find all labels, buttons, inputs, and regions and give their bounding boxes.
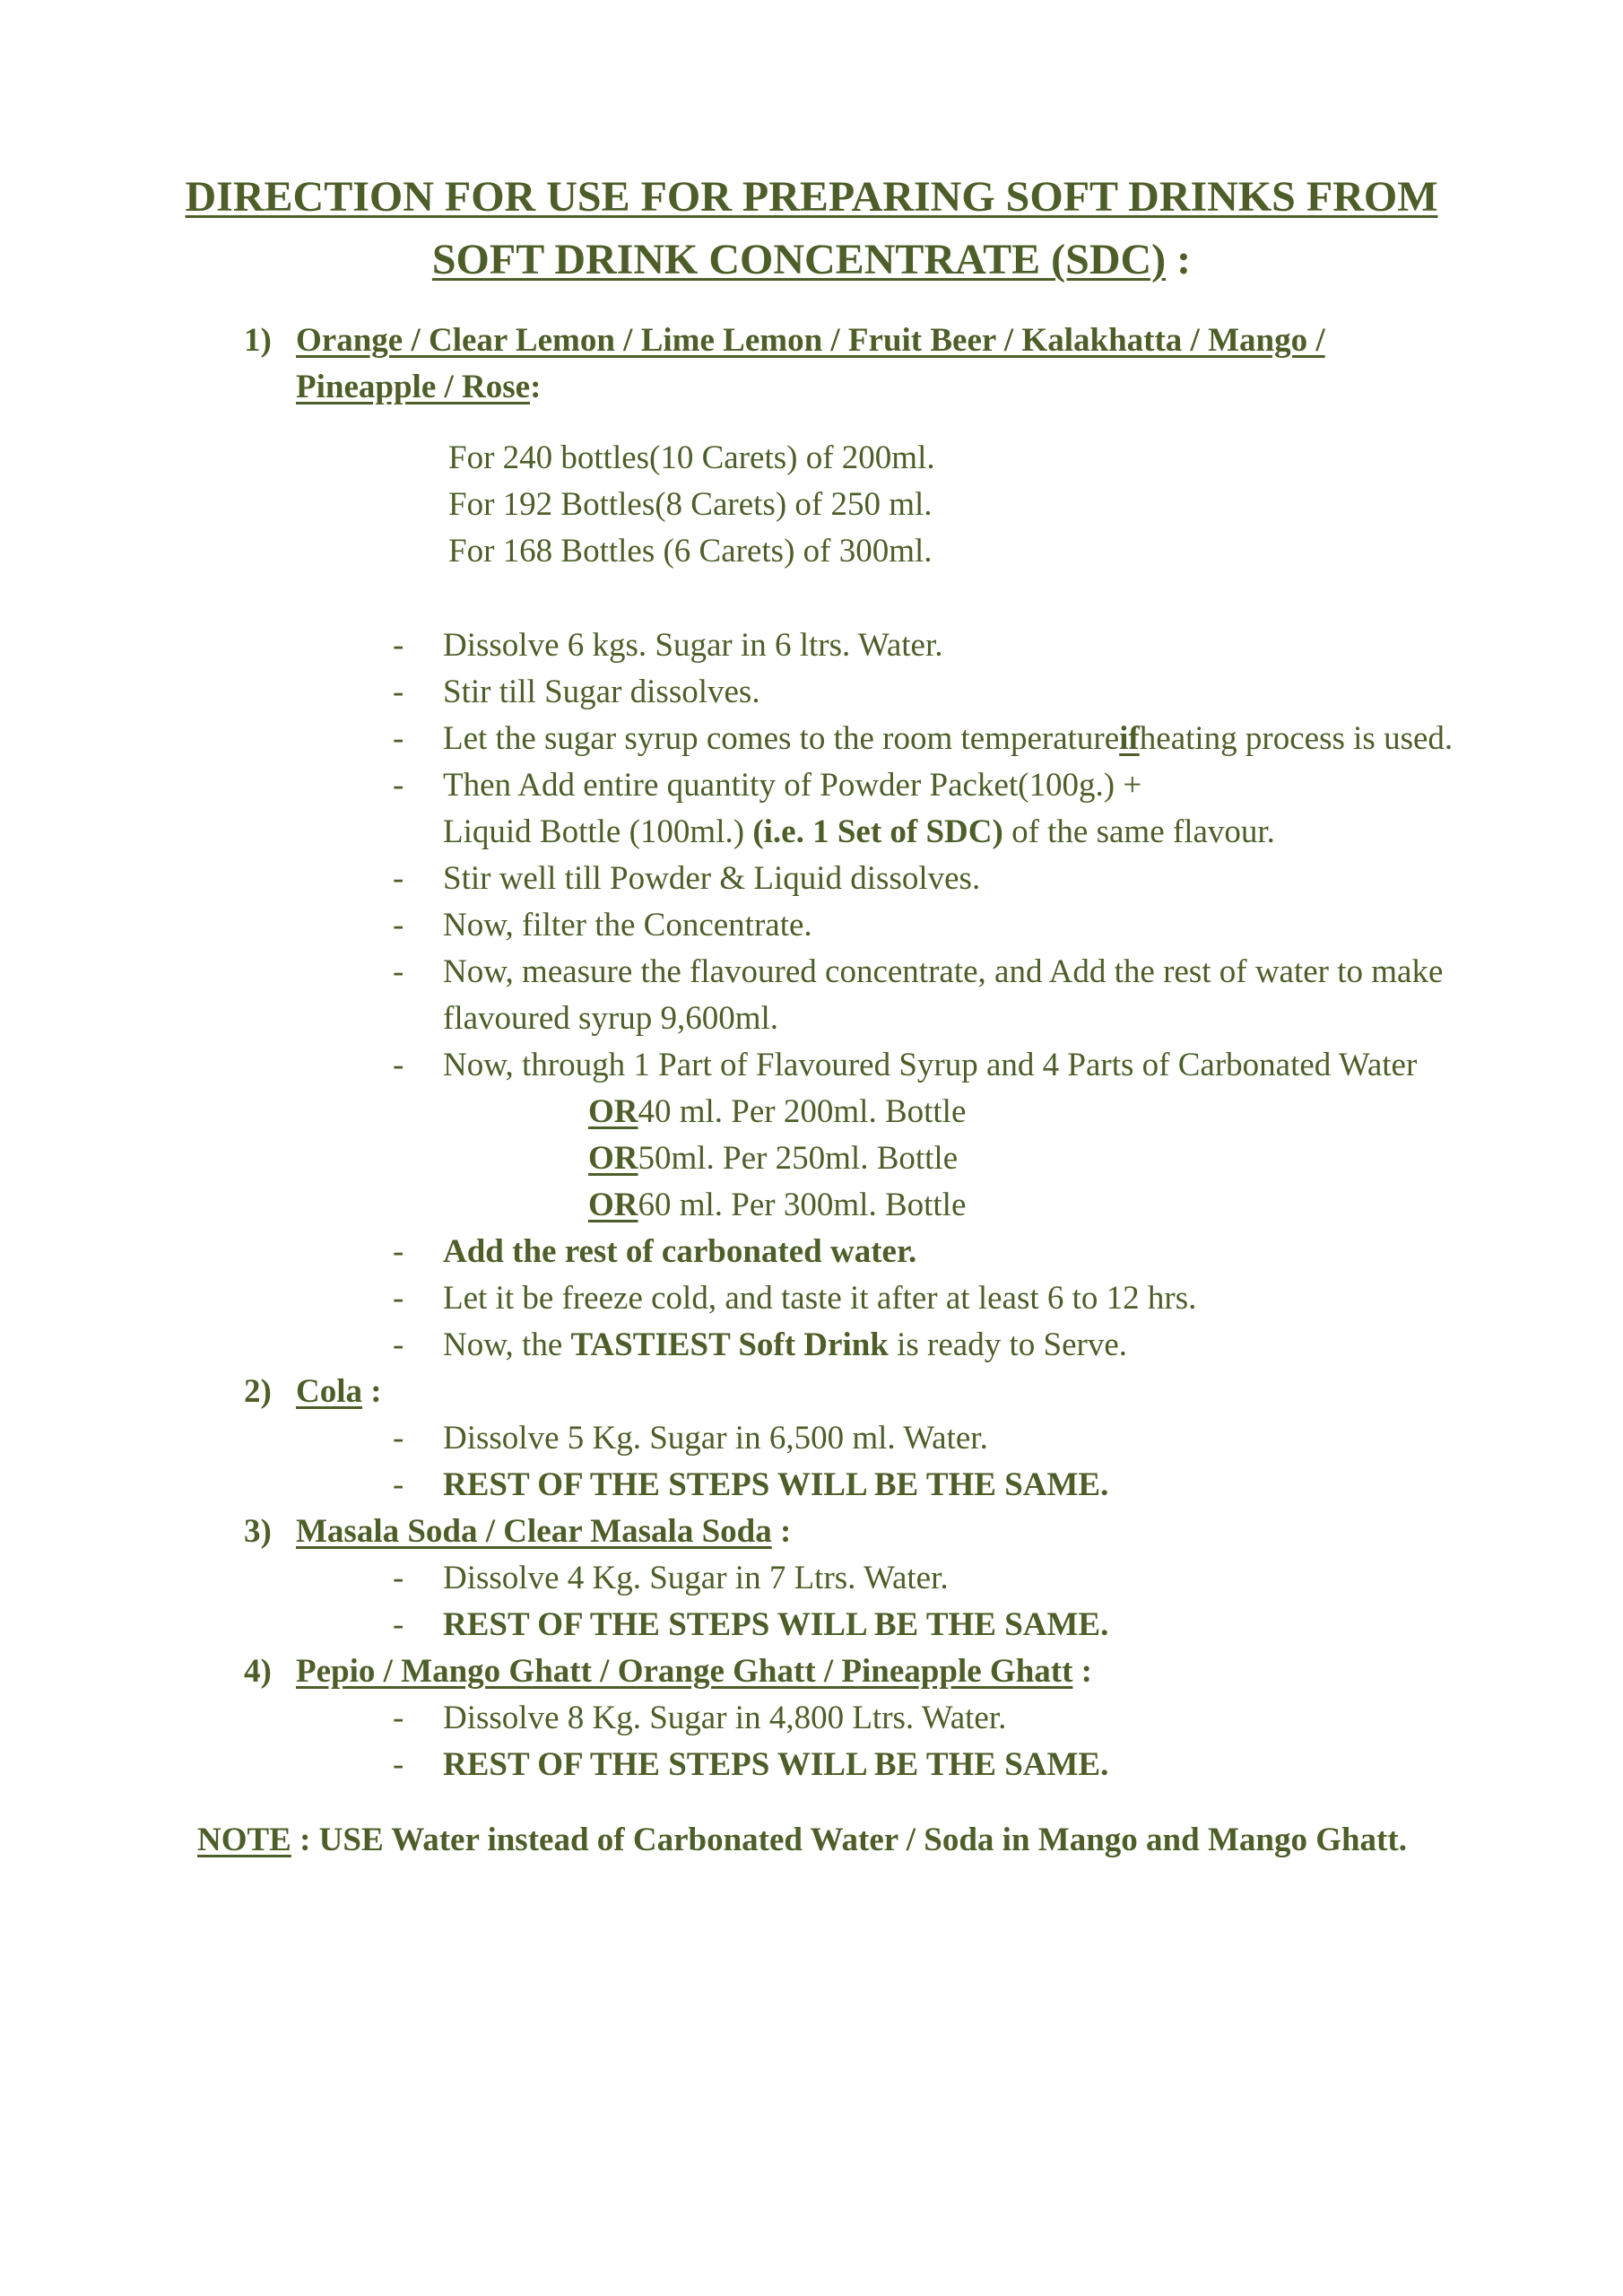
batch-line-2: For 192 Bottles(8 Carets) of 250 ml.: [448, 486, 933, 523]
section2-step2: REST OF THE STEPS WILL BE THE SAME.: [443, 1466, 1109, 1503]
bullet-dash: -: [393, 767, 404, 804]
section4-step1: Dissolve 8 Kg. Sugar in 4,800 Ltrs. Water.: [443, 1700, 1007, 1736]
section4-heading-text: Pepio / Mango Ghatt / Orange Ghatt / Pineapple Ghatt: [296, 1653, 1073, 1690]
step-add-liquid: [443, 809, 1275, 856]
section1-number: 1): [244, 322, 272, 359]
or-option-3: [588, 1182, 966, 1229]
bullet-dash: -: [393, 907, 404, 944]
or-option-1: [588, 1089, 966, 1135]
step-add-liquid-post: of the same flavour.: [1002, 813, 1275, 850]
section3-step2: REST OF THE STEPS WILL BE THE SAME.: [443, 1606, 1109, 1643]
step-add-carbonated: Add the rest of carbonated water.: [443, 1233, 917, 1270]
or-label: OR: [588, 1187, 638, 1223]
section1-heading-line1: [296, 317, 1325, 364]
note: [197, 1817, 1407, 1864]
step-ratio: Now, through 1 Part of Flavoured Syrup and 4 Parts of Carbonated Water: [443, 1047, 1418, 1083]
step-serve-post: is ready to Serve.: [888, 1326, 1127, 1363]
bullet-dash: -: [393, 1233, 404, 1270]
document-title-line2: [0, 229, 1623, 291]
section3-step1: Dissolve 4 Kg. Sugar in 7 Ltrs. Water.: [443, 1560, 949, 1596]
section4-number: 4): [244, 1653, 272, 1690]
step-measure-line1: Now, measure the flavoured concentrate, and Add the rest of water to make: [443, 953, 1444, 990]
or-label: OR: [588, 1140, 638, 1177]
bullet-dash: -: [393, 1606, 404, 1643]
section1-heading-line2-text: Pineapple / Rose: [296, 369, 531, 405]
bullet-dash: -: [393, 1326, 404, 1363]
section4-colon: :: [1072, 1653, 1092, 1690]
step-serve-pre: Now, the: [443, 1326, 571, 1363]
bullet-dash: -: [393, 1746, 404, 1783]
step-measure-line2: flavoured syrup 9,600ml.: [443, 1000, 779, 1037]
title-line2-suffix: :: [1166, 236, 1192, 283]
section2-heading: [296, 1369, 382, 1415]
step-stir-powder: Stir well till Powder & Liquid dissolves.: [443, 860, 981, 897]
title-line1-text: DIRECTION FOR USE FOR PREPARING SOFT DRINKS FROM: [185, 173, 1438, 221]
bullet-dash: -: [393, 1420, 404, 1457]
step-freeze: Let it be freeze cold, and taste it after at least 6 to 12 hrs.: [443, 1280, 1197, 1317]
note-label: NOTE: [197, 1822, 291, 1858]
section3-heading: [296, 1509, 791, 1555]
bullet-dash: -: [393, 860, 404, 897]
note-text: : USE Water instead of Carbonated Water / Soda in Mango and Mango Ghatt.: [291, 1822, 1407, 1858]
step-serve-bold: TASTIEST Soft Drink: [570, 1326, 889, 1363]
step-room-temperature-pre: Let the sugar syrup comes to the room temperature: [443, 720, 1120, 757]
bullet-dash: -: [393, 720, 404, 757]
section2-number: 2): [244, 1373, 272, 1410]
section2-heading-text: Cola: [296, 1373, 362, 1410]
step-add-powder: Then Add entire quantity of Powder Packet(100g.) +: [443, 767, 1142, 804]
document-title-line1: [0, 166, 1623, 229]
or-option-3-text: 60 ml. Per 300ml. Bottle: [638, 1187, 967, 1223]
step-add-liquid-bold: (i.e. 1 Set of SDC): [752, 813, 1003, 850]
or-option-2: [588, 1135, 958, 1182]
batch-line-3: For 168 Bottles (6 Carets) of 300ml.: [448, 533, 933, 570]
bullet-dash: -: [393, 674, 404, 710]
section4-step2: REST OF THE STEPS WILL BE THE SAME.: [443, 1746, 1109, 1783]
step-room-temperature-if: if: [1119, 720, 1140, 757]
or-option-1-text: 40 ml. Per 200ml. Bottle: [638, 1093, 967, 1130]
step-filter: Now, filter the Concentrate.: [443, 907, 812, 944]
section4-heading: [296, 1648, 1092, 1695]
title-line2-text: SOFT DRINK CONCENTRATE (SDC): [431, 236, 1167, 283]
bullet-dash: -: [393, 1560, 404, 1596]
section2-colon: :: [362, 1373, 382, 1410]
step-room-temperature-post: heating process is used.: [1139, 720, 1454, 757]
or-label: OR: [588, 1093, 638, 1130]
section3-number: 3): [244, 1513, 272, 1550]
step-serve: [443, 1322, 1127, 1369]
batch-line-1: For 240 bottles(10 Carets) of 200ml.: [448, 439, 935, 476]
step-room-temperature: [443, 716, 1453, 762]
section1-heading-colon: :: [530, 369, 542, 405]
section3-colon: :: [771, 1513, 792, 1550]
section1-heading-line2: [296, 364, 541, 411]
section2-step1: Dissolve 5 Kg. Sugar in 6,500 ml. Water.: [443, 1420, 988, 1457]
step-add-liquid-pre: Liquid Bottle (100ml.): [443, 813, 753, 850]
step-stir-sugar: Stir till Sugar dissolves.: [443, 674, 760, 710]
bullet-dash: -: [393, 627, 404, 664]
section3-heading-text: Masala Soda / Clear Masala Soda: [296, 1513, 772, 1550]
step-dissolve-sugar: Dissolve 6 kgs. Sugar in 6 ltrs. Water.: [443, 627, 943, 664]
bullet-dash: -: [393, 1466, 404, 1503]
or-option-2-text: 50ml. Per 250ml. Bottle: [638, 1140, 959, 1177]
section1-heading-line1-text: Orange / Clear Lemon / Lime Lemon / Fruit Beer / Kalakhatta / Mango /: [296, 322, 1325, 359]
bullet-dash: -: [393, 1047, 404, 1083]
bullet-dash: -: [393, 953, 404, 990]
bullet-dash: -: [393, 1280, 404, 1317]
bullet-dash: -: [393, 1700, 404, 1736]
